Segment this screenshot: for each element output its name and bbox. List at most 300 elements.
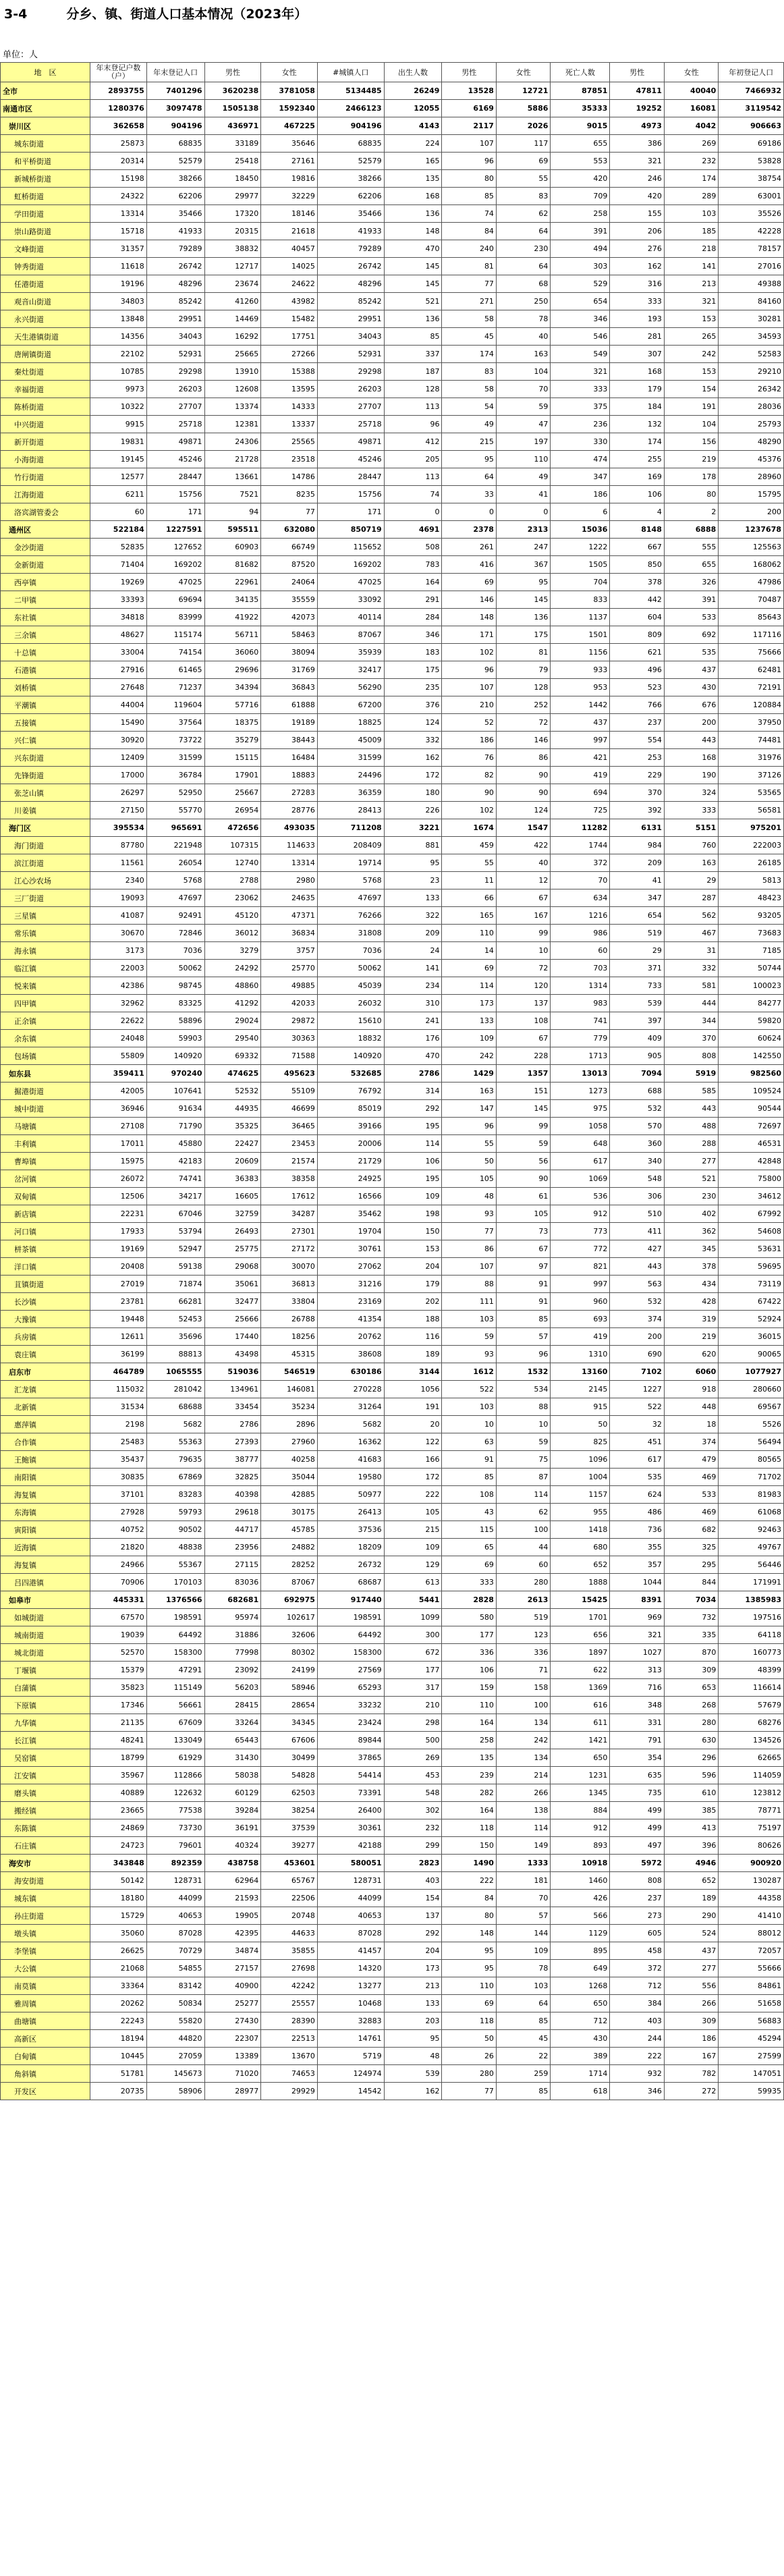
- table-cell: 35462: [317, 1205, 384, 1223]
- table-cell: 422: [496, 837, 550, 854]
- table-cell: 347: [551, 468, 610, 486]
- table-cell: 22961: [204, 574, 261, 591]
- table-cell: 38608: [317, 1346, 384, 1363]
- table-cell: 167: [496, 907, 550, 925]
- table-cell: 28413: [317, 802, 384, 819]
- table-cell: 1701: [551, 1609, 610, 1626]
- table-cell: 52453: [146, 1311, 204, 1328]
- table-cell: 24882: [261, 1539, 318, 1556]
- table-row: [1, 556, 784, 574]
- table-cell: 106: [442, 1662, 496, 1679]
- table-cell: 105: [496, 1205, 550, 1223]
- table-cell: 32477: [204, 1293, 261, 1311]
- table-cell: 29298: [317, 363, 384, 381]
- table-cell: 178: [664, 468, 718, 486]
- table-cell: 692: [664, 626, 718, 644]
- table-cell: 36465: [261, 1118, 318, 1135]
- table-cell: 59935: [719, 2083, 784, 2100]
- table-cell: 175: [384, 661, 442, 679]
- table-title: 分乡、镇、街道人口基本情况（2023年）: [66, 7, 308, 22]
- table-cell: 3279: [204, 942, 261, 960]
- table-cell: 35279: [204, 732, 261, 749]
- table-row: [1, 732, 784, 749]
- row-area-name: 虹桥街道: [1, 188, 90, 205]
- table-cell: 622: [551, 1662, 610, 1679]
- table-cell: 291: [384, 591, 442, 609]
- table-cell: 5682: [146, 1416, 204, 1433]
- table-cell: 392: [610, 802, 664, 819]
- table-cell: 124: [384, 714, 442, 732]
- table-cell: 682: [664, 1521, 718, 1539]
- table-cell: 35061: [204, 1276, 261, 1293]
- table-cell: 146: [442, 591, 496, 609]
- row-area-name: 雅周镇: [1, 1995, 90, 2012]
- table-row: [1, 2012, 784, 2030]
- table-cell: 16605: [204, 1188, 261, 1205]
- table-cell: 26249: [384, 82, 442, 100]
- table-number: 3-4: [4, 7, 28, 22]
- table-cell: 109: [384, 1539, 442, 1556]
- table-cell: 2340: [90, 872, 147, 889]
- table-cell: 136: [496, 609, 550, 626]
- table-cell: 25557: [261, 1995, 318, 2012]
- table-cell: 35333: [551, 100, 610, 117]
- table-cell: 15036: [551, 521, 610, 539]
- table-cell: 28036: [719, 398, 784, 416]
- table-cell: 85242: [317, 293, 384, 310]
- row-area-name: 洋口镇: [1, 1258, 90, 1276]
- header-area: 地 区: [1, 63, 90, 82]
- table-cell: 114633: [261, 837, 318, 854]
- table-cell: 57: [496, 1328, 550, 1346]
- table-cell: 93: [442, 1205, 496, 1223]
- table-cell: 50: [442, 1153, 496, 1170]
- row-area-name: 和平桥街道: [1, 153, 90, 170]
- table-cell: 164: [384, 574, 442, 591]
- table-cell: 58: [442, 381, 496, 398]
- table-cell: 1056: [384, 1381, 442, 1398]
- table-cell: 258: [551, 205, 610, 223]
- row-area-name: 三厂街道: [1, 889, 90, 907]
- table-cell: 397: [610, 1012, 664, 1030]
- row-area-name: 东海镇: [1, 1504, 90, 1521]
- table-cell: 116614: [719, 1679, 784, 1697]
- table-row: [1, 1012, 784, 1030]
- table-cell: 25718: [146, 416, 204, 433]
- table-cell: 67: [496, 889, 550, 907]
- table-cell: 523: [610, 679, 664, 696]
- table-cell: 19196: [90, 275, 147, 293]
- table-cell: 51781: [90, 2065, 147, 2083]
- table-cell: 41354: [317, 1311, 384, 1328]
- row-area-name: 岔河镇: [1, 1170, 90, 1188]
- table-cell: 122: [384, 1433, 442, 1451]
- table-cell: 26: [442, 2048, 496, 2065]
- table-cell: 534: [496, 1381, 550, 1398]
- table-cell: 84277: [719, 995, 784, 1012]
- table-cell: 11561: [90, 854, 147, 872]
- table-cell: 45: [496, 2030, 550, 2048]
- table-cell: 26054: [146, 854, 204, 872]
- table-cell: 33264: [204, 1714, 261, 1732]
- row-area-name: 李堡镇: [1, 1942, 90, 1960]
- table-cell: 554: [610, 732, 664, 749]
- table-row: [1, 1819, 784, 1837]
- table-cell: 39166: [317, 1118, 384, 1135]
- table-cell: 596: [664, 1767, 718, 1784]
- table-row: [1, 117, 784, 135]
- row-area-name: 汇龙镇: [1, 1381, 90, 1398]
- table-cell: 20762: [317, 1328, 384, 1346]
- table-cell: 409: [610, 1030, 664, 1047]
- table-cell: 63: [442, 1433, 496, 1451]
- table-cell: 5682: [317, 1416, 384, 1433]
- table-cell: 10445: [90, 2048, 147, 2065]
- table-cell: 82: [442, 767, 496, 784]
- table-cell: 655: [664, 556, 718, 574]
- table-cell: 402: [664, 1205, 718, 1223]
- table-cell: 370: [664, 1030, 718, 1047]
- table-cell: 270228: [317, 1381, 384, 1398]
- table-cell: 288: [664, 1135, 718, 1153]
- table-cell: 736: [610, 1521, 664, 1539]
- table-cell: 56446: [719, 1556, 784, 1574]
- table-body: [1, 82, 784, 2100]
- table-cell: 22427: [204, 1135, 261, 1153]
- table-cell: 146081: [261, 1381, 318, 1398]
- table-cell: 403: [384, 1872, 442, 1890]
- table-cell: 19704: [317, 1223, 384, 1240]
- table-cell: 38266: [146, 170, 204, 188]
- table-cell: 27062: [317, 1258, 384, 1276]
- table-cell: 1157: [551, 1486, 610, 1504]
- table-cell: 30835: [90, 1469, 147, 1486]
- table-cell: 3221: [384, 819, 442, 837]
- table-cell: 13013: [551, 1065, 610, 1083]
- table-row: [1, 398, 784, 416]
- table-cell: 39284: [204, 1802, 261, 1819]
- row-area-name: 海门区: [1, 819, 90, 837]
- table-cell: 70729: [146, 1942, 204, 1960]
- table-cell: 35466: [317, 205, 384, 223]
- table-cell: 25277: [204, 1995, 261, 2012]
- table-cell: 33: [442, 486, 496, 503]
- table-cell: 27016: [719, 258, 784, 275]
- row-area-name: 曹埠镇: [1, 1153, 90, 1170]
- table-cell: 12721: [496, 82, 550, 100]
- table-cell: 78771: [719, 1802, 784, 1819]
- table-cell: 825: [551, 1433, 610, 1451]
- table-cell: 34803: [90, 293, 147, 310]
- table-cell: 563: [610, 1276, 664, 1293]
- table-cell: 24635: [261, 889, 318, 907]
- table-cell: 168: [610, 363, 664, 381]
- table-cell: 215: [442, 433, 496, 451]
- table-cell: 40: [496, 854, 550, 872]
- table-cell: 40653: [317, 1907, 384, 1925]
- table-cell: 69567: [719, 1398, 784, 1416]
- table-row: [1, 1644, 784, 1662]
- table-cell: 362: [664, 1223, 718, 1240]
- table-cell: 309: [664, 2012, 718, 2030]
- table-cell: 261: [442, 539, 496, 556]
- table-cell: 7034: [664, 1591, 718, 1609]
- table-cell: 81682: [204, 556, 261, 574]
- table-cell: 55770: [146, 802, 204, 819]
- table-cell: 535: [664, 644, 718, 661]
- table-cell: 1369: [551, 1679, 610, 1697]
- table-cell: 167: [664, 2048, 718, 2065]
- table-cell: 31886: [204, 1626, 261, 1644]
- table-cell: 56: [496, 1153, 550, 1170]
- table-cell: 107: [442, 679, 496, 696]
- table-cell: 170103: [146, 1574, 204, 1591]
- table-cell: 62665: [719, 1749, 784, 1767]
- table-cell: 222: [610, 2048, 664, 2065]
- table-cell: 27108: [90, 1118, 147, 1135]
- table-cell: 116: [384, 1328, 442, 1346]
- table-cell: 965691: [146, 819, 204, 837]
- table-cell: 25418: [204, 153, 261, 170]
- table-row: [1, 802, 784, 819]
- table-cell: 2198: [90, 1416, 147, 1433]
- table-row: [1, 626, 784, 644]
- table-cell: 32759: [204, 1205, 261, 1223]
- table-cell: 8148: [610, 521, 664, 539]
- table-cell: 54414: [317, 1767, 384, 1784]
- table-cell: 555: [664, 539, 718, 556]
- table-cell: 31599: [146, 749, 204, 767]
- table-cell: 70487: [719, 591, 784, 609]
- table-cell: 31599: [317, 749, 384, 767]
- table-cell: 168062: [719, 556, 784, 574]
- table-cell: 84861: [719, 1977, 784, 1995]
- table-cell: 321: [610, 153, 664, 170]
- table-cell: 1231: [551, 1767, 610, 1784]
- table-cell: 90: [496, 784, 550, 802]
- table-cell: 306: [610, 1188, 664, 1205]
- table-cell: 30361: [317, 1819, 384, 1837]
- row-area-name: 崇川区: [1, 117, 90, 135]
- table-row: [1, 1697, 784, 1714]
- table-cell: 2896: [261, 1416, 318, 1433]
- table-cell: 332: [664, 960, 718, 977]
- table-cell: 19039: [90, 1626, 147, 1644]
- table-cell: 107: [442, 1258, 496, 1276]
- table-cell: 18375: [204, 714, 261, 732]
- table-cell: 40653: [146, 1907, 204, 1925]
- table-cell: 35234: [261, 1398, 318, 1416]
- table-cell: 496: [610, 661, 664, 679]
- table-cell: 620: [664, 1346, 718, 1363]
- table-cell: 539: [384, 2065, 442, 2083]
- table-cell: 75800: [719, 1170, 784, 1188]
- table-cell: 102: [442, 644, 496, 661]
- table-cell: 210: [384, 1697, 442, 1714]
- row-area-name: 东社镇: [1, 609, 90, 626]
- table-cell: 335: [664, 1626, 718, 1644]
- table-cell: 85: [442, 188, 496, 205]
- table-cell: 524: [664, 1925, 718, 1942]
- table-cell: 219: [664, 451, 718, 468]
- table-cell: 144: [496, 1925, 550, 1942]
- table-cell: 104: [496, 363, 550, 381]
- table-cell: 7185: [719, 942, 784, 960]
- table-cell: 395534: [90, 819, 147, 837]
- row-area-name: 角斜镇: [1, 2065, 90, 2083]
- table-cell: 13389: [204, 2048, 261, 2065]
- table-cell: 12381: [204, 416, 261, 433]
- table-cell: 40900: [204, 1977, 261, 1995]
- table-cell: 66: [442, 889, 496, 907]
- table-cell: 96: [442, 1118, 496, 1135]
- table-cell: 31769: [261, 661, 318, 679]
- table-cell: 154: [664, 381, 718, 398]
- table-cell: 171: [146, 503, 204, 521]
- table-row: [1, 1293, 784, 1311]
- table-cell: 386: [610, 135, 664, 153]
- table-cell: 14469: [204, 310, 261, 328]
- table-cell: 570: [610, 1118, 664, 1135]
- table-cell: 47371: [261, 907, 318, 925]
- table-cell: 18450: [204, 170, 261, 188]
- table-cell: 174: [664, 170, 718, 188]
- table-row: [1, 1433, 784, 1451]
- table-cell: 6888: [664, 521, 718, 539]
- table-cell: 445331: [90, 1591, 147, 1609]
- table-cell: 396: [664, 1837, 718, 1855]
- table-cell: 340: [610, 1153, 664, 1170]
- table-cell: 29951: [317, 310, 384, 328]
- table-cell: 613: [384, 1574, 442, 1591]
- table-cell: 1505: [551, 556, 610, 574]
- table-cell: 200: [610, 1328, 664, 1346]
- table-cell: 18825: [317, 714, 384, 732]
- row-area-name: 唐闸镇街道: [1, 346, 90, 363]
- table-cell: 519: [496, 1609, 550, 1626]
- table-cell: 74653: [261, 2065, 318, 2083]
- table-cell: 46531: [719, 1135, 784, 1153]
- table-cell: 153: [384, 1240, 442, 1258]
- table-cell: 56883: [719, 2012, 784, 2030]
- table-cell: 26954: [204, 802, 261, 819]
- row-area-name: 全市: [1, 82, 90, 100]
- table-cell: 6: [551, 503, 610, 521]
- table-cell: 317: [384, 1679, 442, 1697]
- table-cell: 133: [442, 1012, 496, 1030]
- table-cell: 850: [610, 556, 664, 574]
- table-cell: 67606: [261, 1732, 318, 1749]
- table-cell: 43498: [204, 1346, 261, 1363]
- row-area-name: 丰利镇: [1, 1135, 90, 1153]
- table-cell: 24723: [90, 1837, 147, 1855]
- table-cell: 69332: [204, 1047, 261, 1065]
- table-cell: 682681: [204, 1591, 261, 1609]
- table-cell: 134526: [719, 1732, 784, 1749]
- table-cell: 783: [384, 556, 442, 574]
- table-cell: 20408: [90, 1258, 147, 1276]
- table-cell: 77: [442, 1223, 496, 1240]
- table-cell: 333: [610, 293, 664, 310]
- table-cell: 70: [496, 381, 550, 398]
- table-cell: 269: [664, 135, 718, 153]
- table-cell: 24496: [317, 767, 384, 784]
- table-cell: 113: [384, 468, 442, 486]
- table-cell: 92491: [146, 907, 204, 925]
- table-cell: 41292: [204, 995, 261, 1012]
- table-cell: 62206: [317, 188, 384, 205]
- table-cell: 25667: [204, 784, 261, 802]
- table-cell: 19252: [610, 100, 664, 117]
- table-cell: 1888: [551, 1574, 610, 1591]
- table-cell: 128731: [146, 1872, 204, 1890]
- table-cell: 34287: [261, 1205, 318, 1223]
- table-cell: 688: [610, 1083, 664, 1100]
- header-birth-male: 男性: [442, 63, 496, 82]
- table-cell: 915: [551, 1398, 610, 1416]
- table-cell: 52924: [719, 1311, 784, 1328]
- table-cell: 145: [496, 1100, 550, 1118]
- table-row: [1, 1504, 784, 1521]
- table-cell: 31430: [204, 1749, 261, 1767]
- table-cell: 26400: [317, 1802, 384, 1819]
- table-cell: 61465: [146, 661, 204, 679]
- row-area-name: 张芝山镇: [1, 784, 90, 802]
- table-row: [1, 960, 784, 977]
- table-cell: 244: [610, 2030, 664, 2048]
- table-cell: 123812: [719, 1784, 784, 1802]
- table-cell: 535: [610, 1469, 664, 1486]
- row-area-name: 四甲镇: [1, 995, 90, 1012]
- table-cell: 7102: [610, 1363, 664, 1381]
- table-cell: 760: [664, 837, 718, 854]
- table-cell: 67570: [90, 1609, 147, 1626]
- table-cell: 83325: [146, 995, 204, 1012]
- table-cell: 48241: [90, 1732, 147, 1749]
- table-cell: 59: [496, 1135, 550, 1153]
- table-cell: 27059: [146, 2048, 204, 2065]
- table-cell: 25483: [90, 1433, 147, 1451]
- table-cell: 209: [384, 925, 442, 942]
- table-cell: 618: [551, 2083, 610, 2100]
- table-cell: 85: [496, 2012, 550, 2030]
- table-cell: 187: [384, 363, 442, 381]
- table-cell: 44633: [261, 1925, 318, 1942]
- row-area-name: 王鲍镇: [1, 1451, 90, 1469]
- table-cell: 23453: [261, 1135, 318, 1153]
- table-cell: 64492: [146, 1626, 204, 1644]
- table-cell: 134961: [204, 1381, 261, 1398]
- table-cell: 24869: [90, 1819, 147, 1837]
- row-area-name: 二甲镇: [1, 591, 90, 609]
- table-cell: 50062: [146, 960, 204, 977]
- table-cell: 1421: [551, 1732, 610, 1749]
- table-cell: 49885: [261, 977, 318, 995]
- table-cell: 151: [496, 1083, 550, 1100]
- table-cell: 115652: [317, 539, 384, 556]
- table-row: [1, 1451, 784, 1469]
- row-area-name: 河口镇: [1, 1223, 90, 1240]
- table-cell: 13314: [261, 854, 318, 872]
- table-cell: 549: [551, 346, 610, 363]
- table-cell: 499: [610, 1819, 664, 1837]
- table-cell: 321: [610, 1626, 664, 1644]
- table-row: [1, 1346, 784, 1363]
- table-cell: 41683: [317, 1451, 384, 1469]
- table-row: [1, 1960, 784, 1977]
- table-cell: 55820: [146, 2012, 204, 2030]
- table-cell: 844: [664, 1574, 718, 1591]
